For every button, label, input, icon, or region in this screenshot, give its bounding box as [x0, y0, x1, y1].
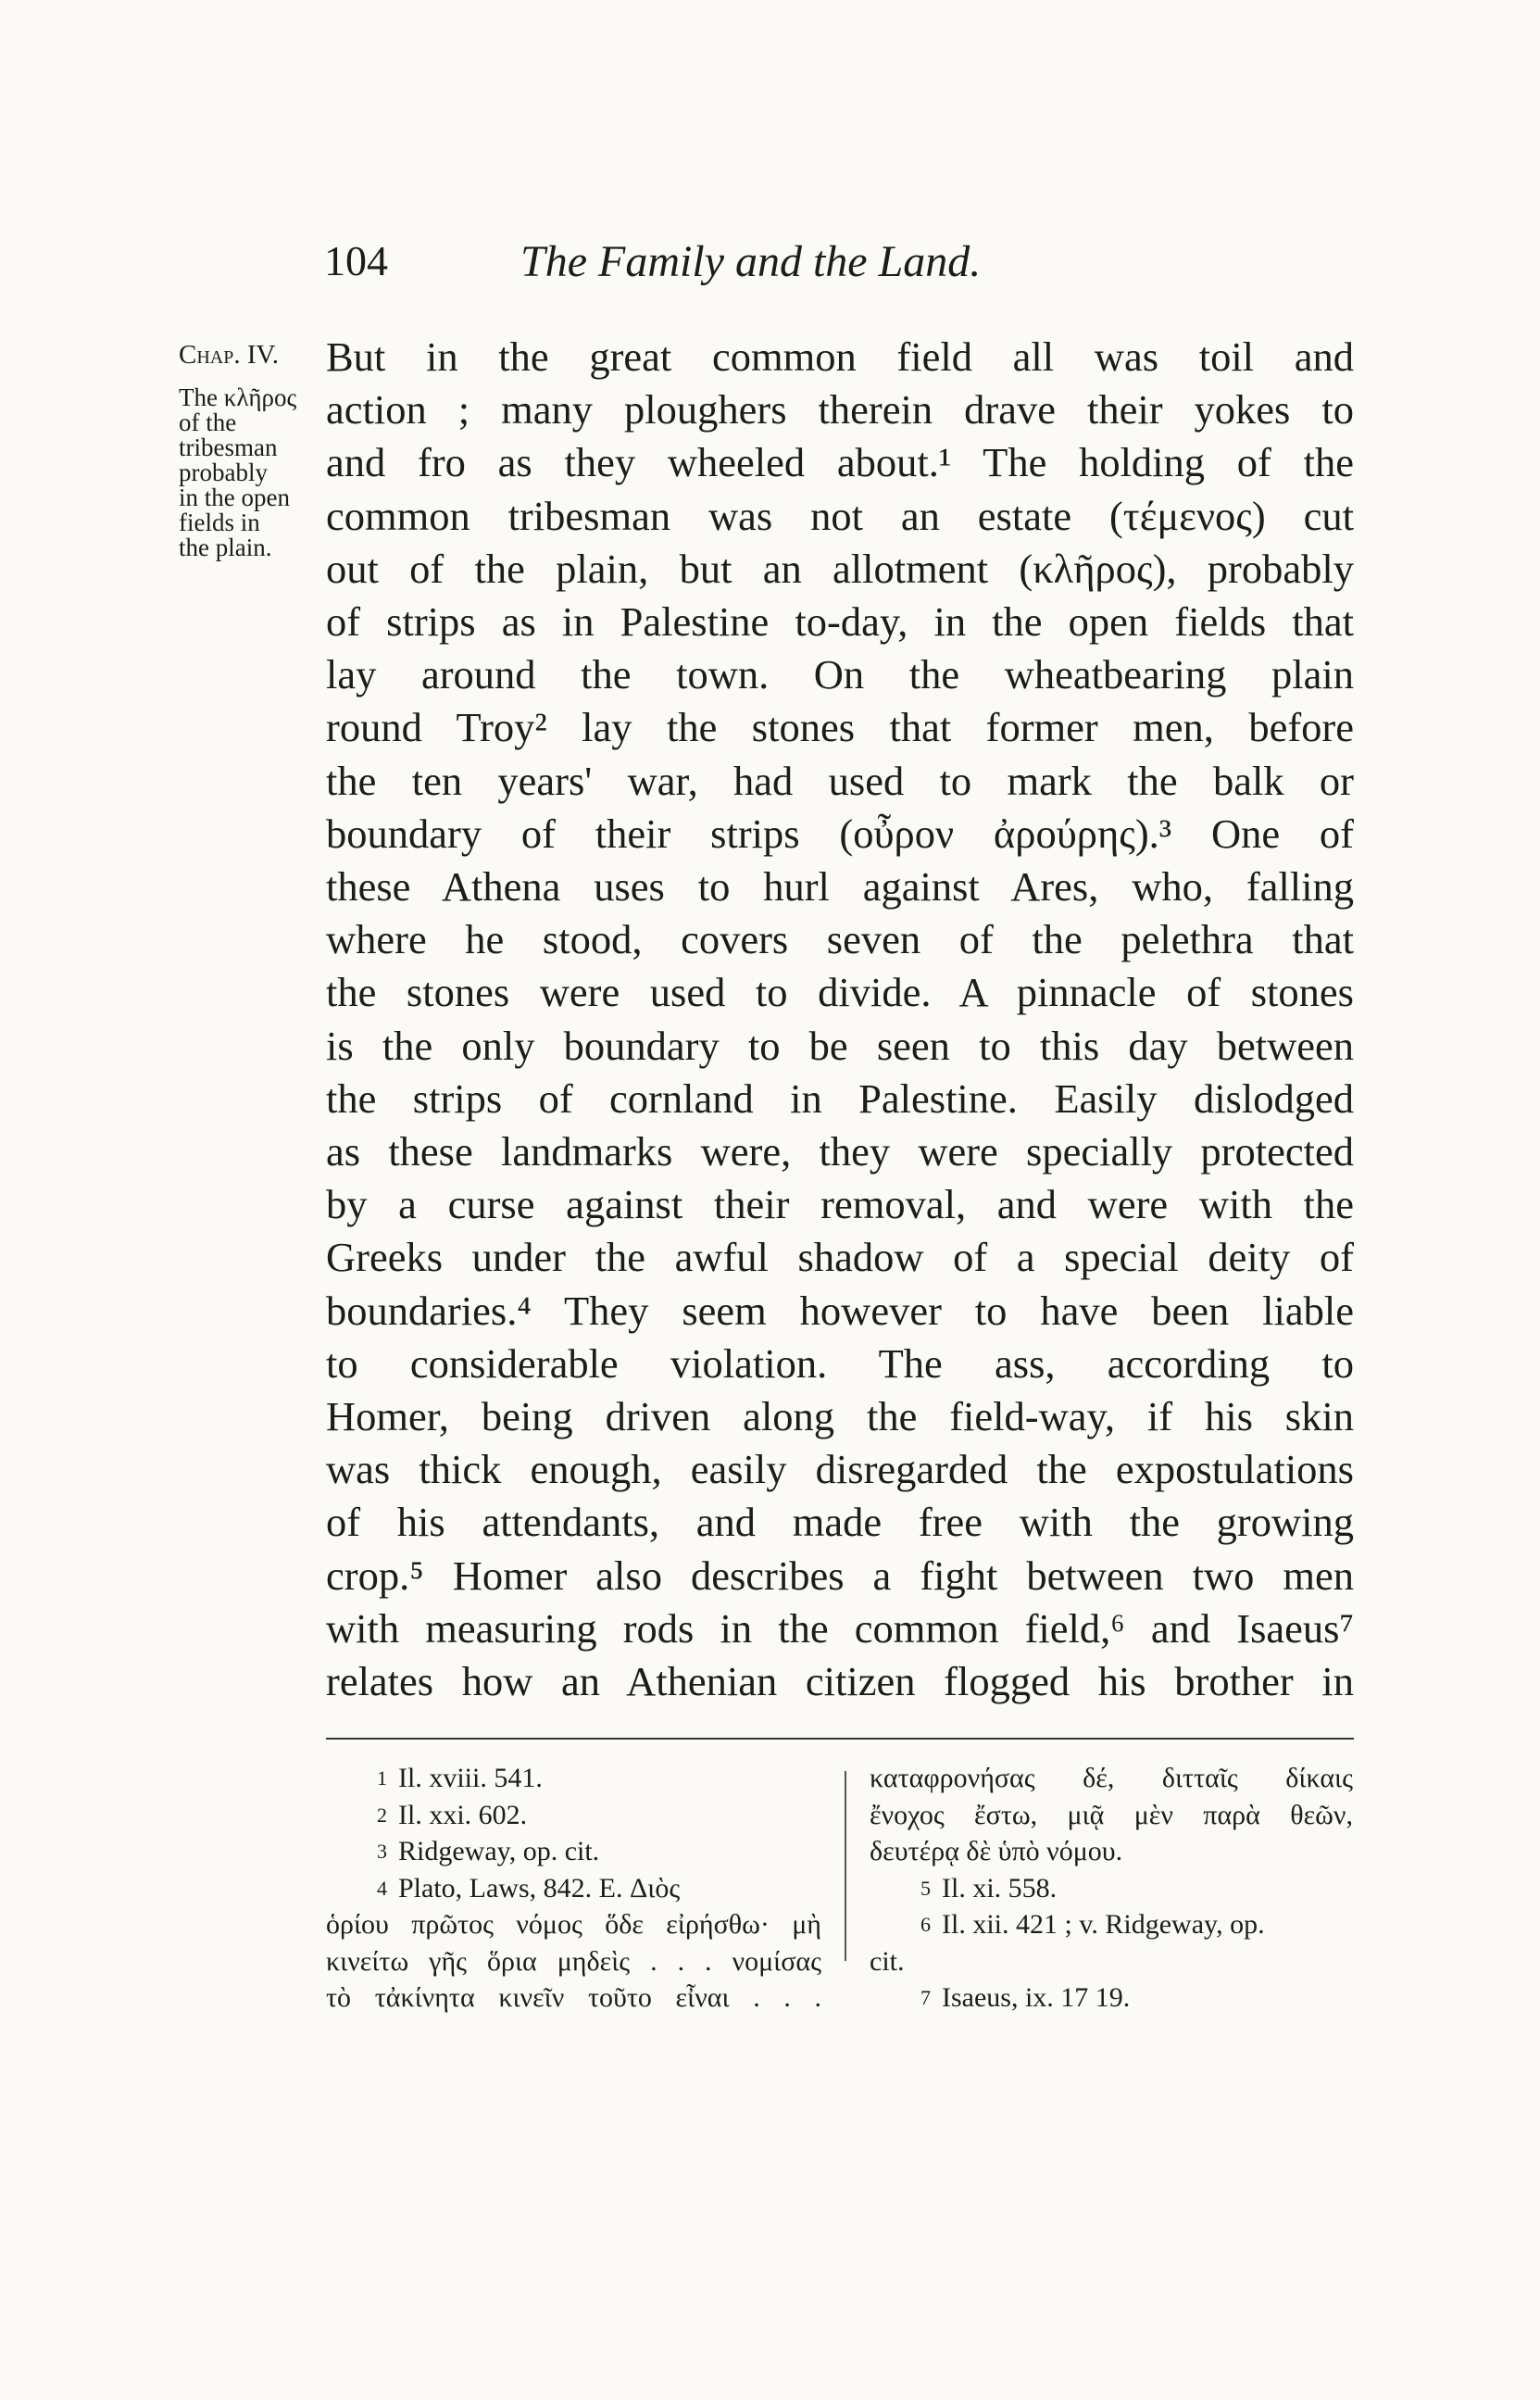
- footnote-text: Il. xi. 558.: [942, 1872, 1058, 1904]
- margin-note-line: tribesman: [179, 434, 278, 461]
- body-line: these Athena uses to hurl against Ares, who, falling: [326, 863, 1354, 911]
- footnote-greek-line: καταφρονήσας δέ, διτταῖς δίκαις: [870, 1763, 1353, 1793]
- footnote-number: 5: [920, 1876, 931, 1900]
- footnote: [870, 1870, 1353, 1907]
- footnote-text: Isaeus, ix. 17 19.: [942, 1982, 1131, 2013]
- body-line: out of the plain, but an allotment (κλῆρος), probably: [326, 545, 1354, 592]
- body-line: action ; many ploughers therein drave their yokes to: [326, 386, 1354, 434]
- footnote-number: 7: [920, 1986, 931, 2009]
- footnote-text: Il. xxi. 602.: [398, 1799, 528, 1830]
- margin-note-line: the plain.: [179, 534, 272, 561]
- body-line: of his attendants, and made free with the growing: [326, 1499, 1354, 1546]
- footnote-column-divider: [845, 1771, 846, 1961]
- body-line: with measuring rods in the common field,⁶ and Isaeus⁷: [326, 1604, 1354, 1652]
- body-line: of strips as in Palestine to-day, in the open fields that: [326, 598, 1354, 646]
- body-line: common tribesman was not an estate (τέμενος) cut: [326, 492, 1354, 539]
- body-line: to considerable violation. The ass, according to: [326, 1339, 1354, 1387]
- running-title: The Family and the Land.: [520, 237, 982, 286]
- body-line: by a curse against their removal, and were with the: [326, 1181, 1354, 1228]
- footnote: [326, 1870, 821, 1907]
- margin-note-line: probably: [179, 459, 268, 486]
- body-line: where he stood, covers seven of the pelethra that: [326, 916, 1354, 963]
- footnote-number: 1: [377, 1766, 387, 1790]
- footnote: [326, 1797, 821, 1834]
- footnote-text: Il. xii. 421 ; v. Ridgeway, op.: [942, 1909, 1265, 1940]
- body-line: is the only boundary to be seen to this day between: [326, 1022, 1354, 1069]
- body-line: lay around the town. On the wheatbearing plain: [326, 651, 1354, 698]
- footnote: [870, 1906, 1353, 1943]
- body-line: the stones were used to divide. A pinnacle of stones: [326, 969, 1354, 1016]
- body-line: the ten years' war, had used to mark the balk or: [326, 757, 1354, 804]
- body-text: [326, 331, 1354, 1708]
- footnote-greek-line: δευτέρᾳ δὲ ὑπὸ νόμου.: [870, 1836, 1123, 1866]
- footnote-greek-line: τὸ τἀκίνητα κινεῖν τοῦτο εἶναι . . .: [326, 1982, 821, 2013]
- footnote-number: 6: [920, 1913, 931, 1936]
- margin-note-line: in the open: [179, 484, 290, 511]
- footnote-text: Il. xviii. 541.: [398, 1763, 543, 1793]
- body-line: Homer, being driven along the field-way, if his skin: [326, 1393, 1354, 1440]
- body-line: boundaries.⁴ They seem however to have been liable: [326, 1287, 1354, 1334]
- margin-note-line: fields in: [179, 509, 260, 536]
- page-header: [0, 236, 1540, 301]
- body-line: the strips of cornland in Palestine. Easily dislodged: [326, 1074, 1354, 1122]
- body-line: round Troy² lay the stones that former men, before: [326, 704, 1354, 751]
- footnote-number: 3: [377, 1840, 387, 1863]
- margin-note-line: of the: [179, 408, 237, 436]
- page-number: 104: [324, 237, 388, 284]
- footnote-greek-line: κινείτω γῆς ὅρια μηδεὶς . . . νομίσας: [326, 1945, 821, 1977]
- footnote-text: Plato, Laws, 842. E. Διὸς: [398, 1872, 681, 1904]
- body-line: crop.⁵ Homer also describes a fight between two men: [326, 1552, 1354, 1599]
- body-line: was thick enough, easily disregarded the expostulations: [326, 1446, 1354, 1493]
- footnote-number: 2: [377, 1803, 387, 1827]
- footnote: [870, 1979, 1353, 2017]
- footnotes-left: [326, 1760, 821, 2017]
- footnote-greek-line: ὁρίου πρῶτος νόμος ὅδε εἰρήσθω· μὴ: [326, 1909, 821, 1940]
- footnote: [326, 1760, 821, 1797]
- footnote: [326, 1833, 821, 1870]
- body-line: Greeks under the awful shadow of a special deity of: [326, 1234, 1354, 1281]
- margin-note: [179, 340, 318, 561]
- body-line: and fro as they wheeled about.¹ The holding of the: [326, 439, 1354, 486]
- margin-note-line: The κλῆρος: [179, 383, 297, 411]
- footnote-greek-line: ἔνοχος ἔστω, μιᾷ μὲν παρὰ θεῶν,: [870, 1799, 1353, 1830]
- body-line: relates how an Athenian citizen flogged his brother in: [326, 1658, 1354, 1705]
- chapter-label: Chap. IV.: [179, 340, 279, 370]
- body-line: boundary of their strips (οὖρον ἀρούρης).³ One of: [326, 810, 1354, 857]
- footnotes-right: [870, 1760, 1353, 2017]
- body-line: as these landmarks were, they were specially protected: [326, 1128, 1354, 1175]
- footnote-rule: [326, 1738, 1354, 1740]
- footnote-continuation: cit.: [870, 1945, 905, 1977]
- body-line: But in the great common field all was toil and: [326, 333, 1354, 380]
- footnote-number: 4: [377, 1876, 387, 1900]
- footnote-text: Ridgeway, op. cit.: [398, 1836, 600, 1866]
